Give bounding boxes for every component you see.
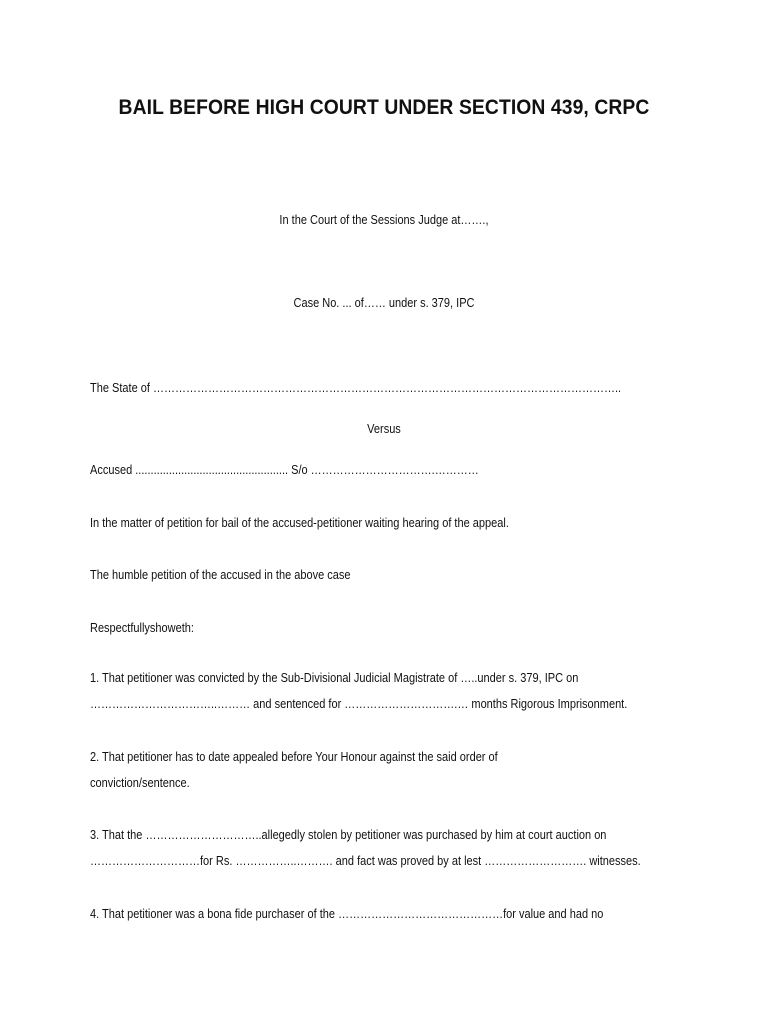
accused-line: Accused .................................................. S/o …………………………….…………: [90, 463, 479, 477]
state-line: The State of ………………………………………………………………………………………………………………..: [90, 381, 622, 395]
paragraph-2-line-1: 2. That petitioner has to date appealed before Your Honour against the said order of: [90, 750, 498, 764]
document-title: BAIL BEFORE HIGH COURT UNDER SECTION 439, CRPC: [118, 96, 650, 119]
humble-petition-line: The humble petition of the accused in the above case: [90, 568, 351, 582]
versus-line: Versus: [367, 422, 401, 436]
respectfully-showeth-line: Respectfullyshoweth:: [90, 621, 194, 635]
paragraph-3-line-1: 3. That the …………………………..allegedly stolen by petitioner was purchased by him at court auction on: [90, 828, 607, 842]
matter-line: In the matter of petition for bail of the accused-petitioner waiting hearing of the appeal.: [90, 516, 509, 530]
paragraph-4-line-1: 4. That petitioner was a bona fide purchaser of the ………………………………………for value and had no: [90, 907, 604, 921]
paragraph-1-line-1: 1. That petitioner was convicted by the Sub-Divisional Judicial Magistrate of …..under s. 379, IPC on: [90, 671, 579, 685]
case-line: Case No. ... of…… under s. 379, IPC: [293, 296, 475, 310]
paragraph-2-line-2: conviction/sentence.: [90, 776, 190, 790]
court-line: In the Court of the Sessions Judge at…….,: [279, 213, 489, 227]
paragraph-3-line-2: …………………………for Rs. ……………..………. and fact was proved by at lest ………………………. witnesses.: [90, 854, 641, 868]
paragraph-1-line-2: ……………………………..……… and sentenced for ………………………….… months Rigorous Imprisonment.: [90, 697, 628, 711]
